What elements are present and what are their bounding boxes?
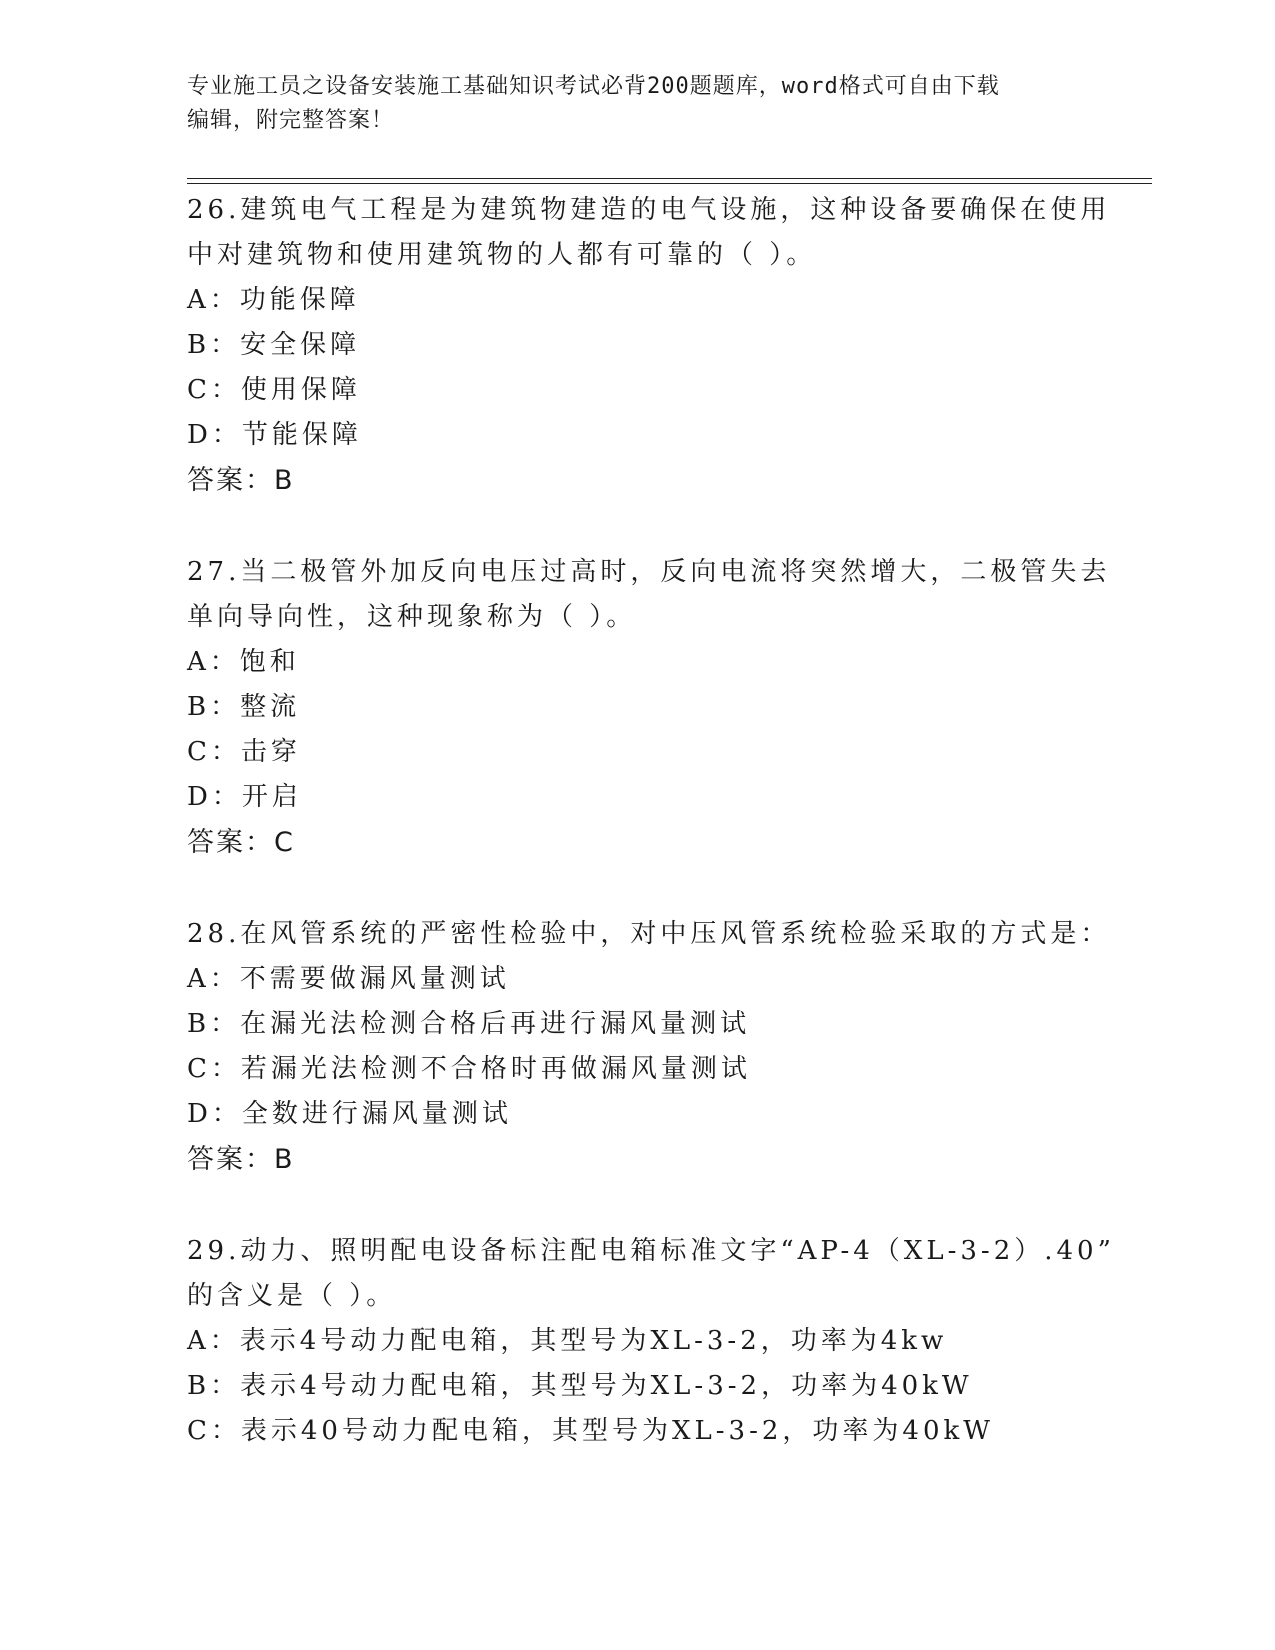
header-line-1: 专业施工员之设备安装施工基础知识考试必背200题题库，word格式可自由下载	[187, 74, 1000, 99]
option-a: A：功能保障	[187, 285, 360, 315]
option-d: D：节能保障	[187, 420, 362, 450]
option-c: C：击穿	[187, 737, 301, 767]
option-b: B：表示4号动力配电箱，其型号为XL-3-2，功率为40kW	[187, 1371, 973, 1401]
header-rule-top	[187, 178, 1152, 179]
answer: 答案：B	[187, 1144, 295, 1175]
option-d: D：全数进行漏风量测试	[187, 1099, 512, 1129]
question-27	[187, 550, 1111, 866]
question-text: 26.建筑电气工程是为建筑物建造的电气设施，这种设备要确保在使用	[187, 195, 1111, 225]
option-a: A：饱和	[187, 647, 300, 677]
question-text: 的含义是（ ）。	[187, 1281, 397, 1311]
answer: 答案：C	[187, 827, 295, 858]
header-rule-bottom	[187, 183, 1152, 184]
option-d: D：开启	[187, 782, 302, 812]
question-26	[187, 188, 1111, 504]
question-text: 27.当二极管外加反向电压过高时，反向电流将突然增大，二极管失去	[187, 557, 1111, 587]
option-a: A：表示4号动力配电箱，其型号为XL-3-2，功率为4kw	[187, 1326, 948, 1356]
option-b: B：安全保障	[187, 330, 361, 360]
document-header	[187, 70, 1067, 138]
option-b: B：在漏光法检测合格后再进行漏风量测试	[187, 1009, 751, 1039]
option-b: B：整流	[187, 692, 301, 722]
option-c: C：若漏光法检测不合格时再做漏风量测试	[187, 1054, 751, 1084]
option-a: A：不需要做漏风量测试	[187, 964, 510, 994]
question-text: 单向导向性，这种现象称为（ ）。	[187, 602, 637, 632]
question-list	[187, 188, 1115, 1500]
answer: 答案：B	[187, 465, 295, 496]
question-28	[187, 912, 1111, 1183]
question-29	[187, 1229, 1115, 1454]
question-text: 28.在风管系统的严密性检验中，对中压风管系统检验采取的方式是：	[187, 919, 1111, 949]
question-text: 29.动力、照明配电设备标注配电箱标准文字“AP-4（XL-3-2）.40”	[187, 1236, 1115, 1266]
option-c: C：表示40号动力配电箱，其型号为XL-3-2，功率为40kW	[187, 1416, 994, 1446]
option-c: C：使用保障	[187, 375, 361, 405]
question-text: 中对建筑物和使用建筑物的人都有可靠的（ ）。	[187, 240, 817, 270]
header-line-2: 编辑，附完整答案！	[187, 108, 395, 133]
